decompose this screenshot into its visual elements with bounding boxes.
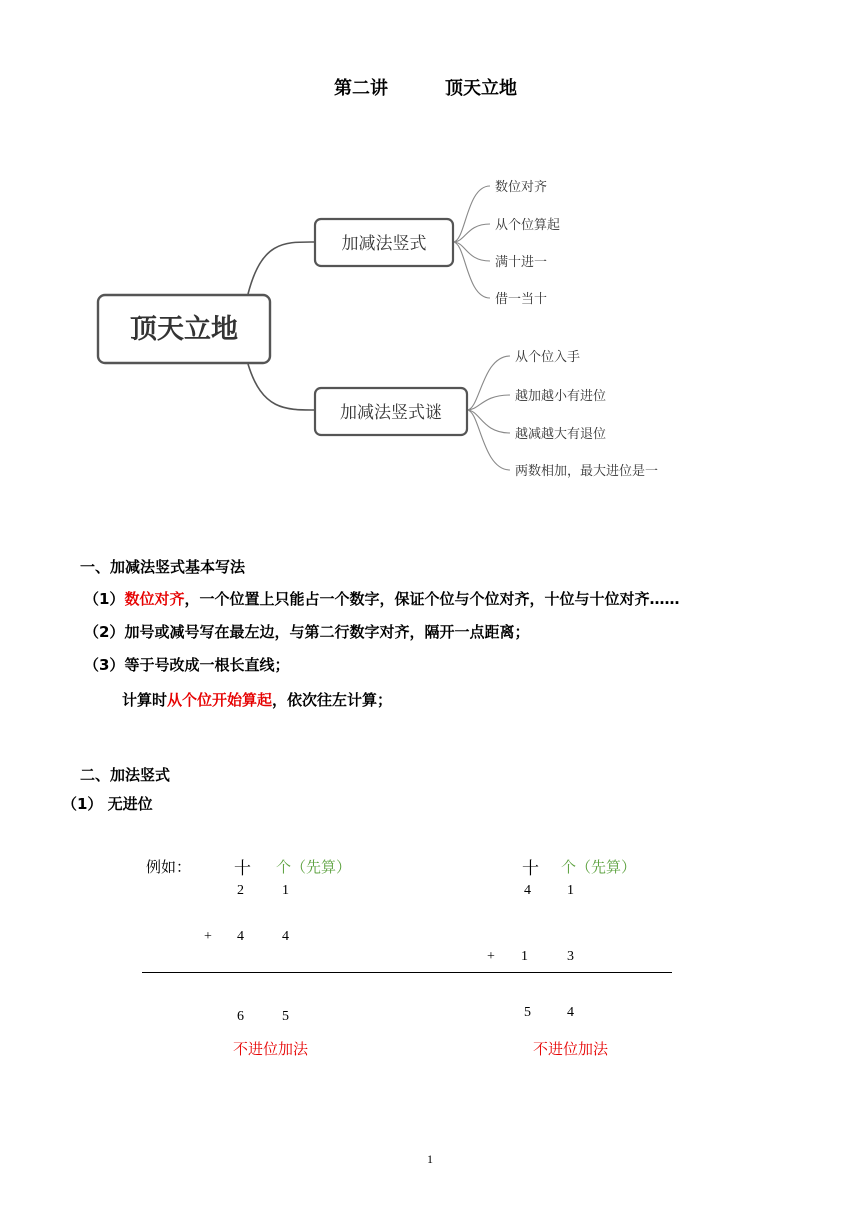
branch2-leaf: 越减越大有退位: [515, 427, 607, 442]
ex1-top-ones: 1: [282, 883, 289, 898]
branch1-leaf: 从个位算起: [495, 218, 561, 233]
section1-heading: 一、加减法竖式基本写法: [80, 558, 246, 576]
ex2-bottom-tens: 1: [521, 949, 528, 964]
ex2-plus-sign: +: [487, 949, 495, 964]
root-branch1-connector: [248, 242, 315, 294]
rule-item-1: [84, 588, 679, 609]
ex2-ones-header: 个（先算）: [561, 858, 637, 876]
ex2-top-ones: 1: [567, 883, 574, 898]
ex1-label: 不进位加法: [233, 1040, 309, 1058]
rule-item-1-number: （1）: [84, 590, 125, 608]
rule-item-2: [84, 621, 529, 642]
rule-item-1-text: ，一个位置上只能占一个数字，保证个位与个位对齐，十位与十位对齐……: [184, 590, 680, 608]
ex2-result-ones: 4: [567, 1005, 574, 1020]
rule-item-3-text: 等于号改成一根长直线；: [124, 656, 290, 674]
ex1-result-ones: 5: [282, 1009, 289, 1024]
ex2-tens-header: 十: [522, 859, 539, 879]
branch2-leaf-connectors: [467, 356, 510, 470]
branch1-leaf: 借一当十: [495, 292, 548, 307]
ex2-top-tens: 4: [524, 883, 531, 898]
rule-item-3: [84, 654, 289, 675]
root-node-label: 顶天立地: [130, 314, 238, 345]
ex2-bottom-ones: 3: [567, 949, 574, 964]
branch1-leaf-connectors: [453, 186, 490, 298]
branch2-leaf: 两数相加，最大进位是一: [515, 464, 659, 479]
branch2-leaf: 从个位入手: [515, 350, 581, 365]
rule-item-4: [122, 689, 392, 710]
rule-item-4-highlight: 从个位开始算起: [167, 691, 273, 709]
section2-heading: 二、加法竖式: [80, 766, 171, 784]
rule-item-4-text: ，依次往左计算；: [272, 691, 393, 709]
branch1-label: 加减法竖式: [341, 234, 427, 254]
example-label: 例如：: [146, 858, 192, 876]
lesson-title: 顶天立地: [445, 78, 517, 99]
lesson-number: 第二讲: [334, 78, 388, 99]
branch1-leaf: 数位对齐: [495, 180, 548, 195]
ex1-plus-sign: +: [204, 929, 212, 944]
ex1-bottom-tens: 4: [237, 929, 244, 944]
ex1-ones-header: 个（先算）: [276, 858, 352, 876]
branch2-leaf: 越加越小有进位: [515, 389, 607, 404]
rule-item-1-highlight: 数位对齐: [124, 590, 185, 608]
root-branch2-connector: [248, 364, 315, 410]
branch2-label: 加减法竖式谜: [340, 403, 442, 423]
section2-subheading: （1） 无进位: [62, 795, 153, 813]
sum-line: [142, 972, 672, 973]
rule-item-3-number: （3）: [84, 656, 125, 674]
ex1-bottom-ones: 4: [282, 929, 289, 944]
branch1-leaf: 满十进一: [495, 255, 548, 270]
ex1-top-tens: 2: [237, 883, 244, 898]
page-number: 1: [427, 1152, 433, 1166]
rule-item-2-text: 加号或减号写在最左边，与第二行数字对齐，隔开一点距离；: [124, 623, 530, 641]
mind-map: [0, 0, 860, 520]
rule-item-4-pre: 计算时: [122, 691, 168, 709]
ex2-label: 不进位加法: [533, 1040, 609, 1058]
ex2-result-tens: 5: [524, 1005, 531, 1020]
rule-item-2-number: （2）: [84, 623, 125, 641]
ex1-tens-header: 十: [234, 859, 251, 879]
ex1-result-tens: 6: [237, 1009, 244, 1024]
